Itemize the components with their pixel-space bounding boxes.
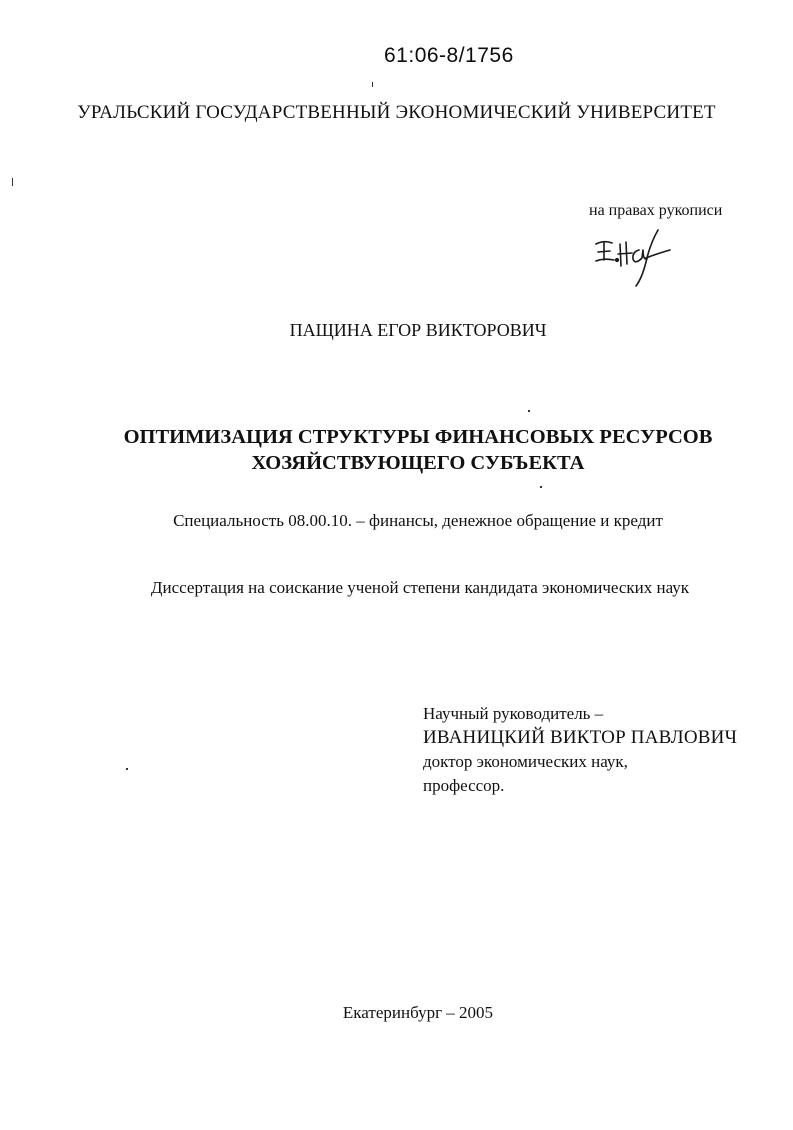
university-name: УРАЛЬСКИЙ ГОСУДАРСТВЕННЫЙ ЭКОНОМИЧЕСКИЙ УНИВЕРСИТЕТ — [77, 102, 716, 123]
author-name: ПАЩИНА ЕГОР ВИКТОРОВИЧ — [289, 320, 547, 340]
handwritten-signature — [590, 214, 680, 290]
advisor-label: Научный руководитель – — [423, 704, 604, 723]
dissertation-title-line: ОПТИМИЗАЦИЯ СТРУКТУРЫ ФИНАНСОВЫХ РЕСУРСОВ — [123, 426, 713, 448]
catalog-stamp-number: 61:06-8/1756 — [384, 44, 514, 67]
scan-speck — [540, 486, 542, 488]
advisor-name: ИВАНИЦКИЙ ВИКТОР ПАВЛОВИЧ — [423, 727, 738, 748]
city-year: Екатеринбург – 2005 — [342, 1003, 494, 1022]
advisor-degree: доктор экономических наук, — [423, 752, 628, 771]
scan-speck — [126, 768, 128, 770]
specialty-line: Специальность 08.00.10. – финансы, денежное обращение и кредит — [173, 511, 663, 530]
scan-speck — [528, 410, 530, 412]
scan-speck — [372, 82, 373, 87]
scientific-advisor-block — [423, 702, 737, 798]
manuscript-rights-note: на правах рукописи — [589, 202, 723, 219]
dissertation-type-line: Диссертация на соискание ученой степени кандидата экономических наук — [150, 578, 690, 597]
scan-speck — [12, 178, 13, 186]
advisor-rank: профессор. — [423, 776, 505, 795]
dissertation-title-line: ХОЗЯЙСТВУЮЩЕГО СУБЪЕКТА — [251, 452, 585, 474]
